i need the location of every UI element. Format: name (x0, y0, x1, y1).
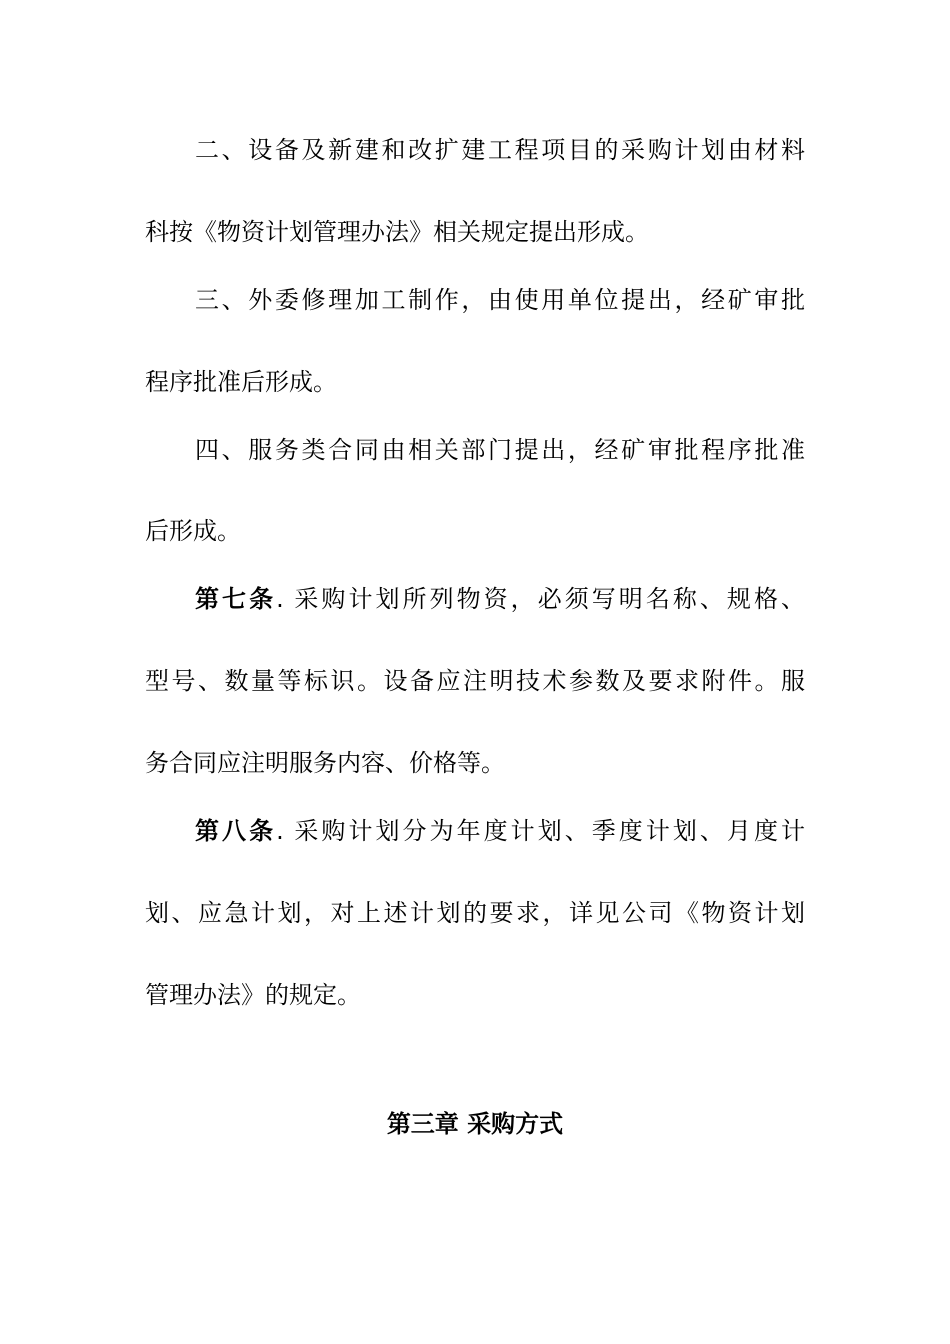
paragraph-3-line-2: 程序批准后形成。 (145, 368, 337, 396)
article-8-line-2: 划、应急计划，对上述计划的要求，详见公司《物资计划 (145, 899, 805, 927)
article-7-label: 第七条 (195, 585, 277, 613)
paragraph-4-line-1: 四、服务类合同由相关部门提出，经矿审批程序批准 (195, 436, 805, 464)
article-7-line-1-text: . 采购计划所列物资，必须写明名称、规格、 (276, 585, 805, 613)
paragraph-4-line-2: 后形成。 (145, 517, 241, 545)
article-7-line-2: 型号、数量等标识。设备应注明技术参数及要求附件。服 (145, 667, 805, 695)
article-7-line-3: 务合同应注明服务内容、价格等。 (145, 749, 505, 777)
article-8-line-1-text: . 采购计划分为年度计划、季度计划、月度计 (276, 817, 805, 845)
article-7-line-1 (195, 583, 805, 615)
article-8-line-1 (195, 815, 805, 847)
paragraph-3-line-1: 三、外委修理加工制作，由使用单位提出，经矿审批 (195, 286, 805, 314)
article-8-line-3: 管理办法》的规定。 (145, 981, 361, 1009)
paragraph-2-line-1: 二、设备及新建和改扩建工程项目的采购计划由材料 (195, 136, 805, 164)
chapter-3-title: 第三章 采购方式 (386, 1110, 564, 1138)
paragraph-2-line-2: 科按《物资计划管理办法》相关规定提出形成。 (145, 218, 649, 246)
article-8-label: 第八条 (195, 817, 277, 845)
